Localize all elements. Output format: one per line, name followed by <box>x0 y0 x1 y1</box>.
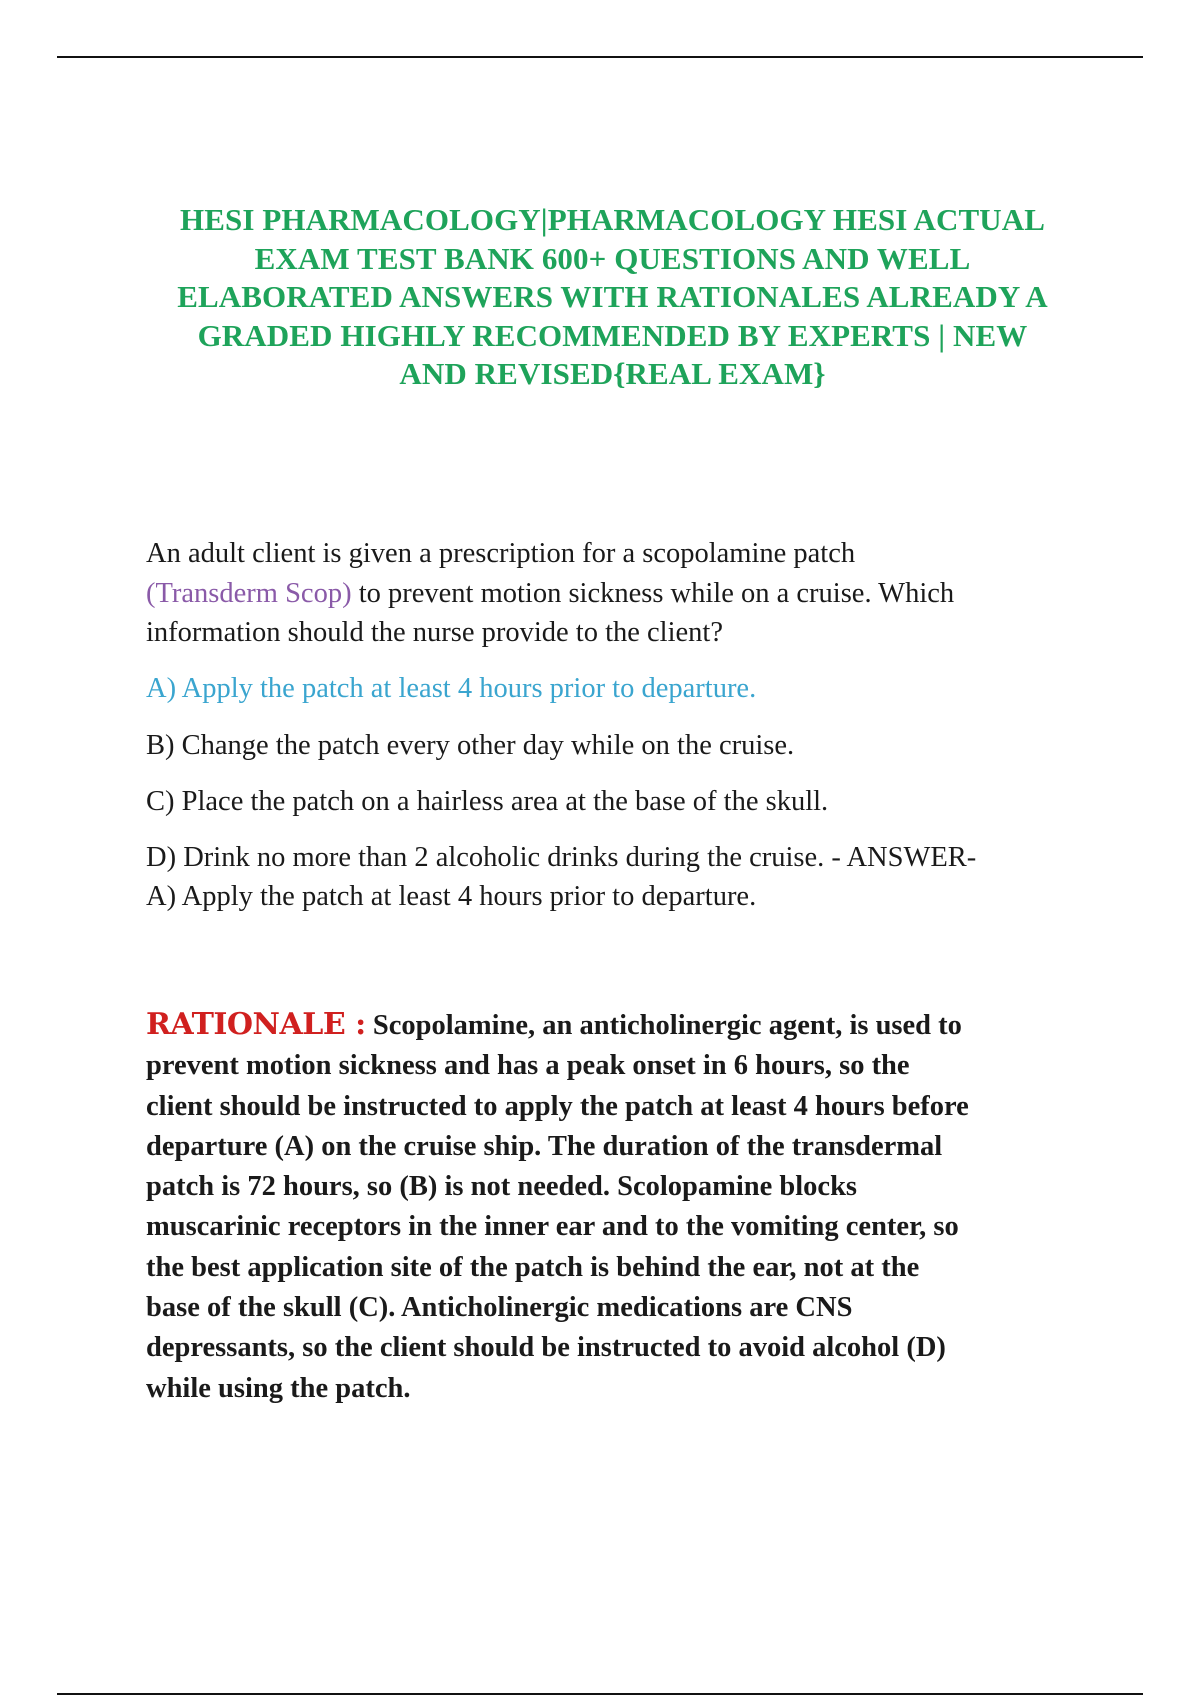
rationale-block <box>146 1005 1086 1409</box>
rationale-line: departure (A) on the cruise ship. The duration of the transdermal <box>146 1130 943 1162</box>
title-line: HESI PHARMACOLOGY|PHARMACOLOGY HESI ACTUAL <box>179 202 1046 237</box>
rationale-line <box>146 1005 1086 1046</box>
rationale-line: client should be instructed to apply the patch at least 4 hours before <box>146 1090 969 1122</box>
top-rule <box>57 56 1143 58</box>
option-c: C) Place the patch on a hairless area at the base of the skull. <box>146 786 829 817</box>
document-title <box>130 201 1095 394</box>
question-line <box>146 574 1086 614</box>
option-b: B) Change the patch every other day while on the cruise. <box>146 730 795 761</box>
title-line: ELABORATED ANSWERS WITH RATIONALES ALREADY A <box>177 279 1048 314</box>
rationale-line: while using the patch. <box>146 1372 411 1404</box>
rationale-text: Scopolamine, an anticholinergic agent, is used to <box>365 1010 962 1041</box>
title-line: GRADED HIGHLY RECOMMENDED BY EXPERTS | NEW <box>197 317 1028 353</box>
question-text: to prevent motion sickness while on a cruise. Which <box>351 577 955 609</box>
rationale-line: the best application site of the patch is behind the ear, not at the <box>146 1251 920 1283</box>
rationale-line: base of the skull (C). Anticholinergic medications are CNS <box>146 1292 853 1324</box>
title-line: EXAM TEST BANK 600+ QUESTIONS AND WELL <box>254 240 971 276</box>
title-line: AND REVISED{REAL EXAM} <box>399 356 826 391</box>
rationale-line: muscarinic receptors in the inner ear and to the vomiting center, so <box>146 1211 959 1243</box>
rationale-label: RATIONALE : <box>146 1007 366 1042</box>
question-stem <box>146 534 1086 653</box>
rationale-line: depressants, so the client should be instructed to avoid alcohol (D) <box>146 1332 946 1364</box>
rationale-line: prevent motion sickness and has a peak onset in 6 hours, so the <box>146 1050 910 1082</box>
question-line: information should the nurse provide to the client? <box>146 617 723 648</box>
option-a-correct: A) Apply the patch at least 4 hours prior to departure. <box>146 673 757 704</box>
option-d: D) Drink no more than 2 alcoholic drinks during the cruise. - ANSWER- <box>146 842 977 873</box>
bottom-rule <box>57 1693 1143 1695</box>
brand-name-link[interactable]: (Transderm Scop) <box>146 577 352 609</box>
rationale-line: patch is 72 hours, so (B) is not needed. Scolopamine blocks <box>146 1171 858 1203</box>
answer-text: A) Apply the patch at least 4 hours prior to departure. <box>146 881 757 912</box>
question-line: An adult client is given a prescription for a scopolamine patch <box>146 538 856 569</box>
